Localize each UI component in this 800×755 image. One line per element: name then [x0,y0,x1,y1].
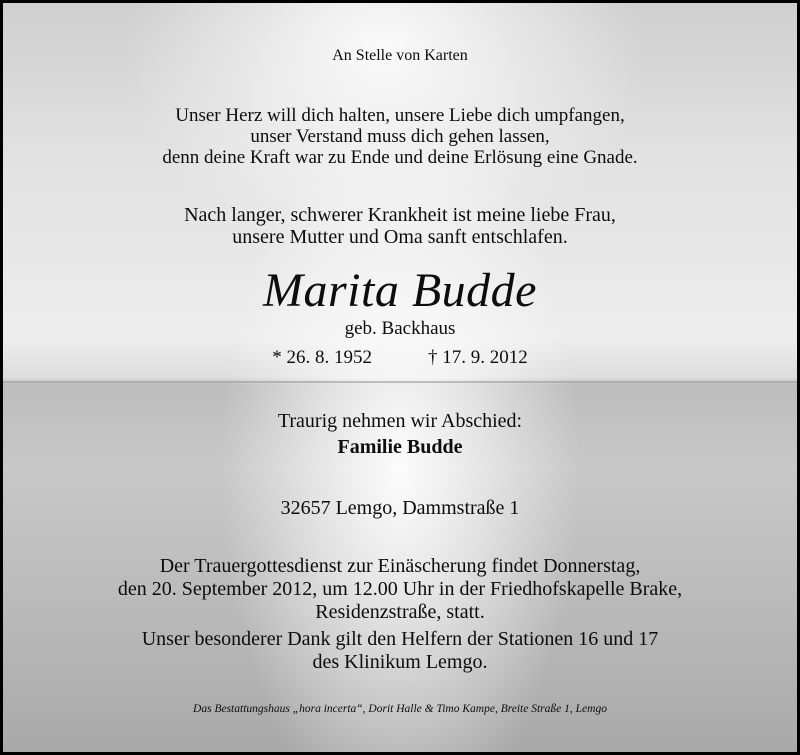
family-name: Familie Budde [337,436,463,458]
header-text: An Stelle von Karten [332,47,468,64]
service-line: Residenzstraße, statt. [315,601,485,623]
service-line: Der Trauergottesdienst zur Einäscherung findet Donnerstag, [159,555,641,577]
announcement-line: Nach langer, schwerer Krankheit ist meine liebe Frau, [184,204,616,226]
service-line: den 20. September 2012, um 12.00 Uhr in der Friedhofskapelle Brake, [117,578,683,600]
address: 32657 Lemgo, Dammstraße 1 [280,497,520,519]
life-dates [3,347,797,369]
sea-horizon [3,381,797,383]
poem-line: denn deine Kraft war zu Ende und deine Erlösung eine Gnade. [162,147,638,168]
farewell-intro: Traurig nehmen wir Abschied: [277,410,523,432]
death-date: † 17. 9. 2012 [428,347,528,368]
funeral-home-credit: Das Bestattungshaus „hora incerta“, Dorit Halle & Timo Kampe, Breite Straße 1, Lemgo [193,703,607,715]
announcement-line: unsere Mutter und Oma sanft entschlafen. [232,226,568,248]
maiden-name: geb. Backhaus [344,318,456,339]
birth-date: * 26. 8. 1952 [272,347,372,368]
deceased-name: Marita Budde [263,264,537,317]
thanks-line: des Klinikum Lemgo. [312,651,488,673]
poem-line: Unser Herz will dich halten, unsere Liebe dich umpfangen, [175,105,625,126]
poem-line: unser Verstand muss dich gehen lassen, [250,126,550,147]
thanks-line: Unser besonderer Dank gilt den Helfern der Stationen 16 und 17 [141,628,659,650]
